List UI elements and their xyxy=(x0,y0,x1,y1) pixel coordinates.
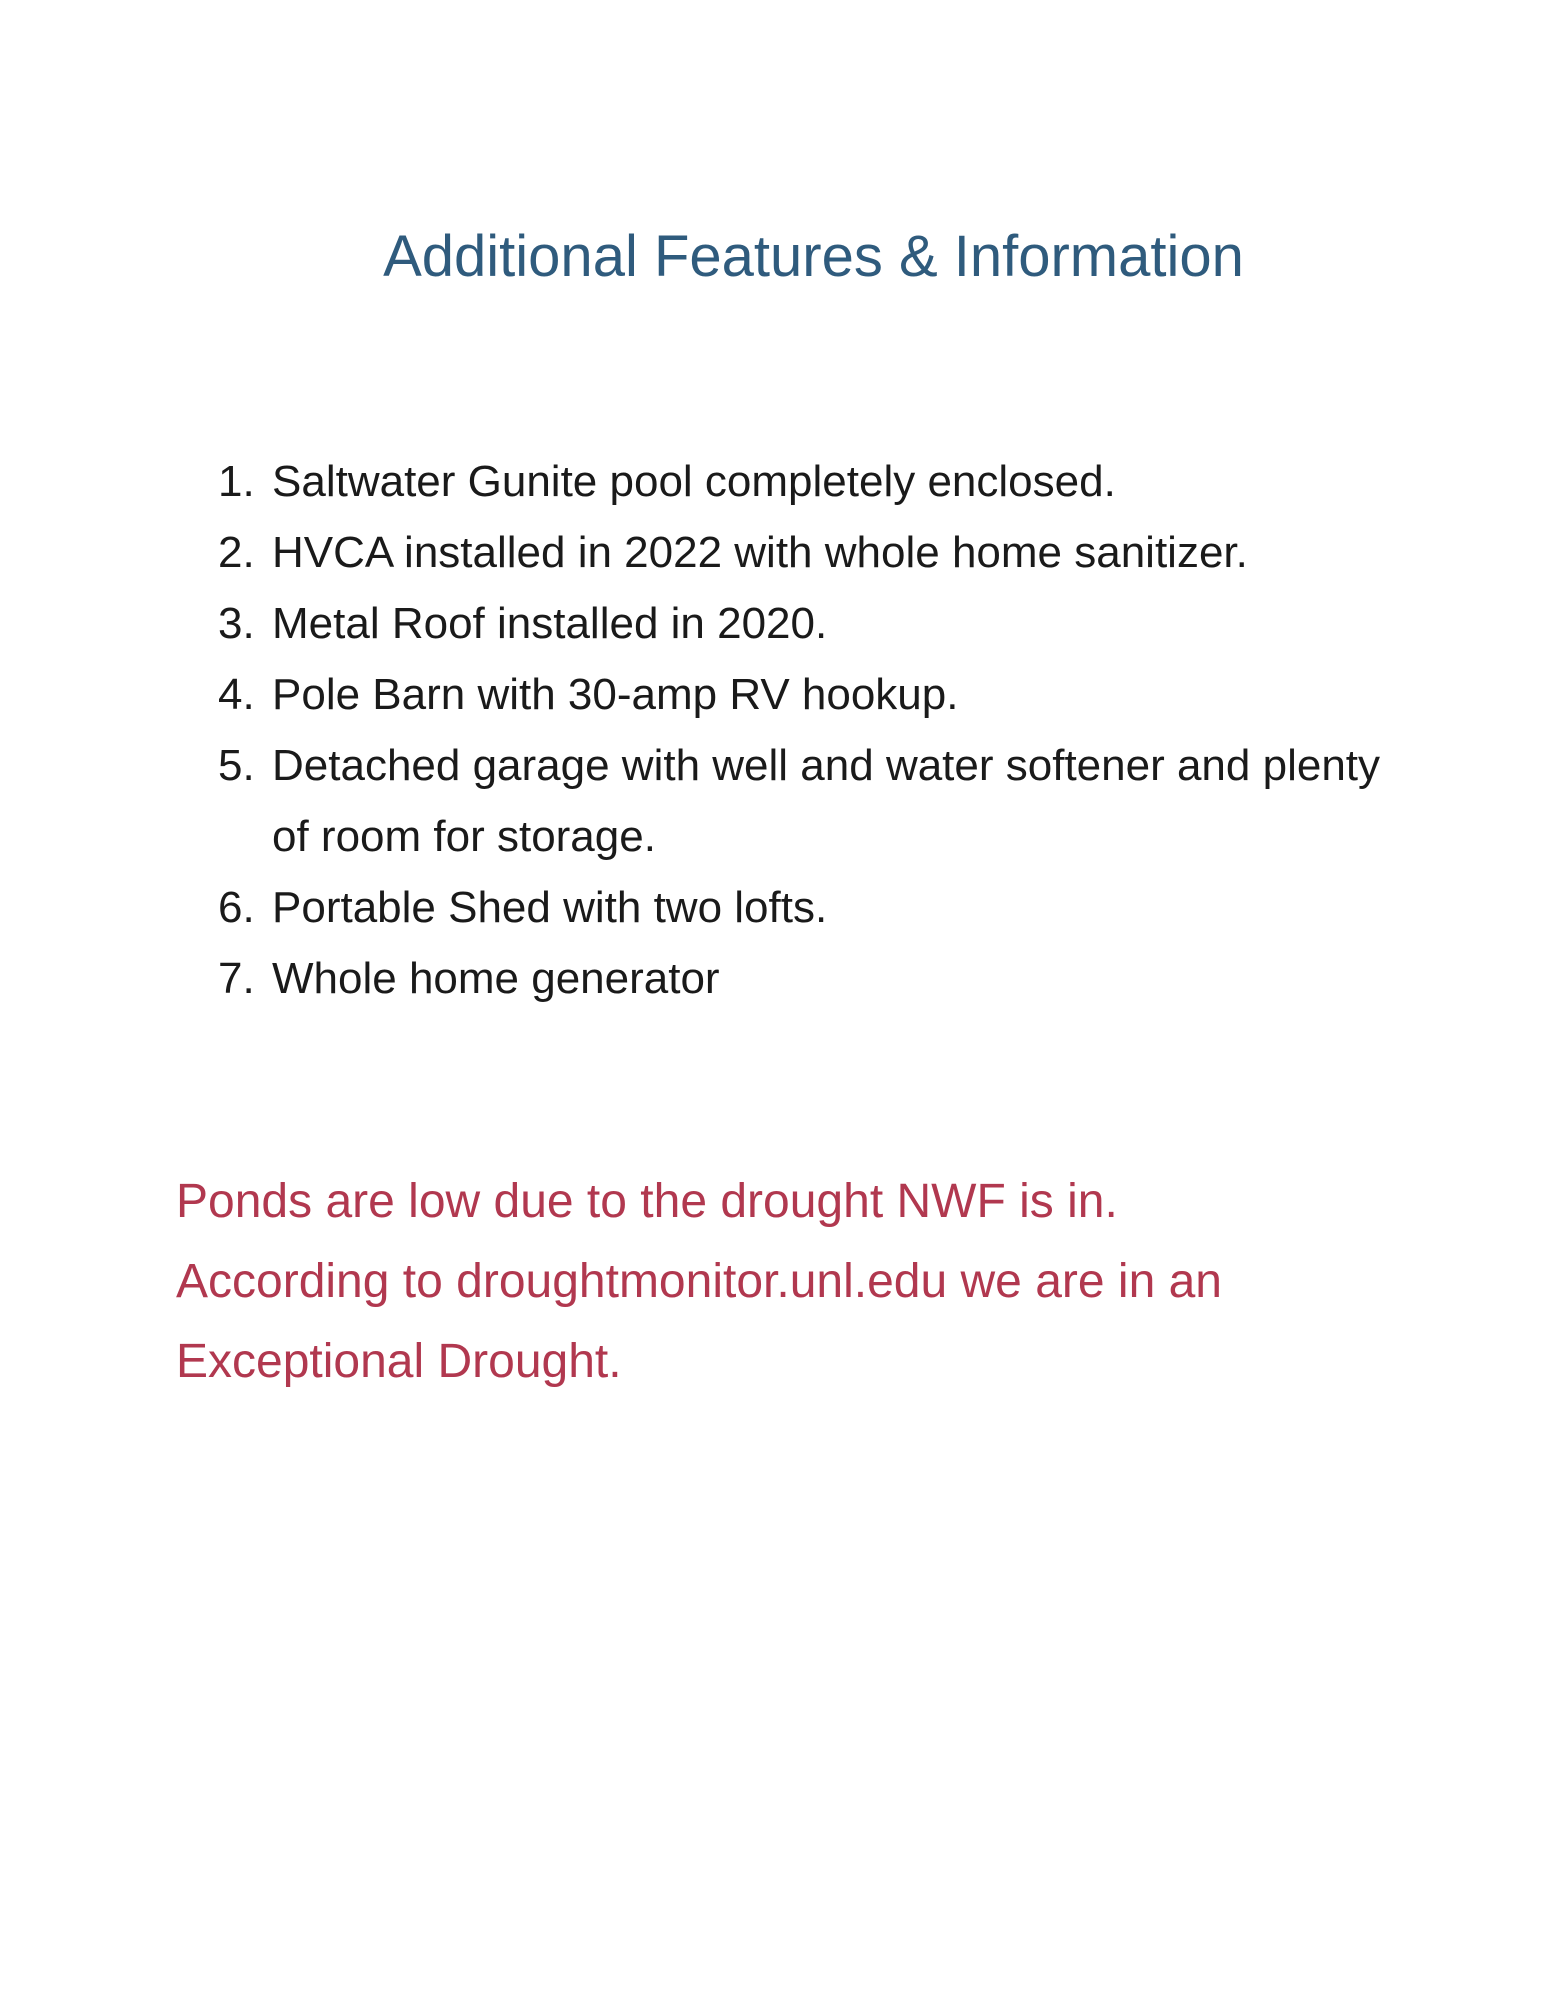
document-title: Additional Features & Information xyxy=(383,224,1244,289)
list-item xyxy=(220,730,1400,872)
list-item xyxy=(220,446,1400,517)
features-list xyxy=(220,446,1400,1014)
drought-note-line: Exceptional Drought. xyxy=(176,1335,622,1388)
list-item-text: HVCA installed in 2022 with whole home sanitizer. xyxy=(272,528,1248,577)
list-item-text: Detached garage with well and water softener and plenty of room for storage. xyxy=(272,741,1381,861)
list-item-number: 6. xyxy=(218,883,255,932)
list-item xyxy=(220,943,1400,1014)
list-item-number: 5. xyxy=(218,741,255,790)
list-item-text: Portable Shed with two lofts. xyxy=(272,883,828,932)
list-item-number: 2. xyxy=(218,528,255,577)
drought-note-line: Ponds are low due to the drought NWF is in. xyxy=(176,1175,1118,1228)
list-item-number: 4. xyxy=(218,670,255,719)
drought-note-line: According to droughtmonitor.unl.edu we are in an xyxy=(176,1255,1222,1308)
list-item xyxy=(220,872,1400,943)
list-item xyxy=(220,588,1400,659)
list-item xyxy=(220,659,1400,730)
list-item xyxy=(220,517,1400,588)
list-item-number: 1. xyxy=(218,457,255,506)
list-item-text: Whole home generator xyxy=(272,954,720,1003)
list-item-number: 3. xyxy=(218,599,255,648)
drought-note xyxy=(176,1162,1426,1402)
list-item-text: Pole Barn with 30-amp RV hookup. xyxy=(272,670,959,719)
list-item-text: Saltwater Gunite pool completely enclosed. xyxy=(272,457,1116,506)
list-item-text: Metal Roof installed in 2020. xyxy=(272,599,828,648)
list-item-number: 7. xyxy=(218,954,255,1003)
